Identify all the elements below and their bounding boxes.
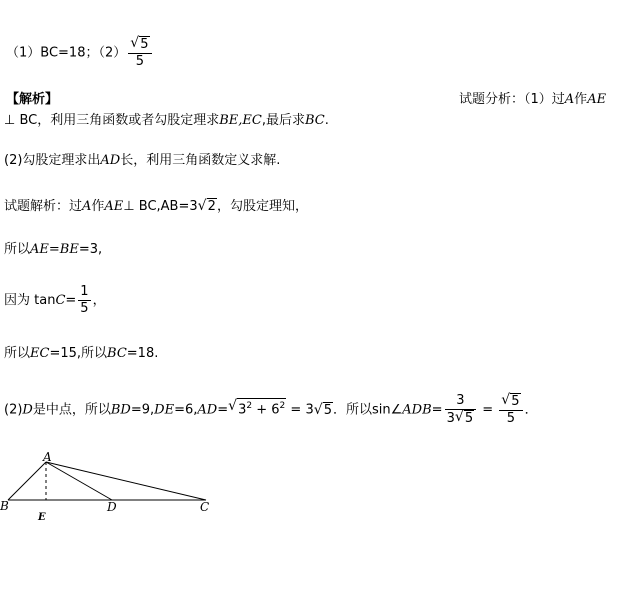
- solution-line-4: 所以EC=15,所以BC=18.: [4, 346, 159, 361]
- analysis-intro: 试题分析：（1）过A作AE: [459, 92, 607, 107]
- solution-line-3: 因为 tanC= $\frac{1}{5}$ ，: [4, 284, 106, 316]
- label-a: A: [43, 450, 52, 464]
- label-c: C: [200, 500, 210, 514]
- answer-text: （1）BC=18；（2）: [6, 45, 127, 61]
- fraction-result: √ 5 5: [499, 393, 522, 427]
- segment-ac: [46, 462, 206, 500]
- sqrt-5: √ 5: [313, 401, 332, 418]
- analysis-heading: 【解析】: [6, 92, 59, 107]
- analysis-line-3: (2)勾股定理求出AD长，利用三角函数定义求解.: [4, 153, 281, 168]
- triangle-figure: [0, 450, 230, 530]
- label-b: B: [0, 499, 9, 513]
- solution-line-2: 所以AE=BE=3,: [4, 242, 103, 257]
- solution-line-1: 试题解析：过A作AE⊥ BC,AB=3 √ 2，勾股定理知，: [4, 198, 308, 214]
- answer-line: [6, 36, 154, 70]
- segment-ad: [46, 462, 112, 500]
- sqrt-sum-squares: √ $3^2 + 6^2$: [228, 398, 286, 418]
- fraction-sin: 3 3 √ 5: [445, 393, 477, 427]
- analysis-line-2: ⊥ BC，利用三角函数或者勾股定理求BE,EC,最后求BC.: [4, 113, 329, 128]
- sqrt-2: √ 2: [197, 198, 216, 214]
- solution-line-5: (2)D是中点，所以BD=9,DE=6,AD= √ $3^2 + 6^2 = 3$ √ 5．所以sin∠ADB= 3 3 √ 5 = √ 5 5 ．: [4, 392, 538, 426]
- fraction-one-fifth: $\frac{1}{5}$: [80, 284, 89, 316]
- label-d: D: [107, 500, 117, 514]
- label-e: E: [38, 512, 46, 523]
- answer-fraction: √ 5 5: [128, 36, 151, 70]
- segment-ab: [8, 462, 46, 500]
